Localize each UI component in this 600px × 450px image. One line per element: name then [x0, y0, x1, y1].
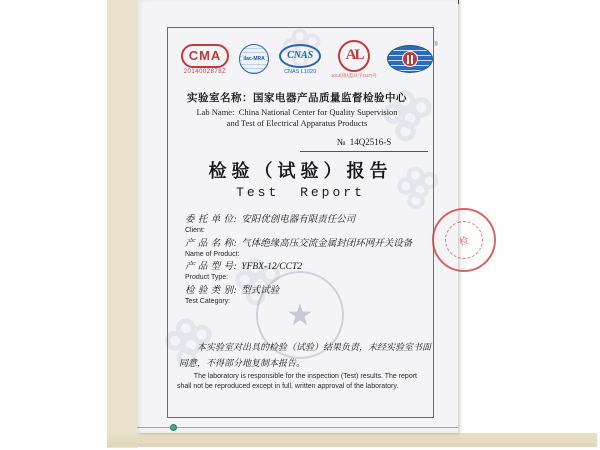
field-value: 气体绝缘高压交流金属封闭环网开关设备 [241, 238, 413, 249]
field-label-zh: 产 品 型 号: [185, 262, 238, 272]
field-label-en: Client: [185, 227, 205, 234]
red-stamp-icon [432, 208, 496, 272]
ilac-mra-mark [239, 44, 269, 74]
report-page [137, 0, 471, 433]
lab-name-english: Lab Name: China National Center for Quality Supervision and Test of Electrical Apparatus Products [196, 107, 398, 128]
page-bottom-edge [137, 427, 458, 428]
report-title-english: Test Report [236, 185, 365, 200]
cal-mark [331, 40, 377, 79]
field-label-en: Product Type: [185, 274, 229, 281]
seal-star-icon: ★ [286, 298, 314, 332]
cqc-mark [387, 42, 438, 73]
cqc-emblem-icon [402, 51, 418, 67]
registered-trademark-symbol: ® [433, 42, 438, 48]
cma-mark [181, 44, 229, 75]
field-value: YFBX-12/CCT2 [241, 262, 302, 272]
cma-mark-icon: CMA [181, 44, 229, 68]
red-stamp-text: 检 [440, 216, 488, 264]
lab-name-block [177, 90, 417, 129]
field-client [185, 214, 421, 235]
cal-mark-icon: AL [338, 40, 370, 72]
disclaimer-english: The laboratory is responsible for the inspection (Test) results. The report shall not be reproduced except in full, written approval of the laboratory. [177, 373, 417, 390]
cqc-globe-icon [387, 45, 433, 73]
numero-sign: № [336, 137, 346, 147]
cma-registration-number: 2014002878Z [183, 68, 227, 75]
cnas-mark-icon: CNAS [279, 44, 321, 68]
report-number-value: 14Q2516-S [349, 137, 392, 147]
field-label-zh: 委 托 单 位: [185, 215, 238, 225]
field-value: 型式试验 [241, 285, 280, 296]
ilac-mra-label: ilac-MRA [243, 56, 265, 62]
field-label-zh: 检 验 类 别: [185, 285, 238, 296]
field-label-zh: 产 品 名 称: [185, 238, 238, 249]
field-value: 安阳优创电器有限责任公司 [241, 215, 356, 225]
certification-logos-row [181, 36, 438, 82]
ilac-mra-globe-icon [239, 44, 269, 74]
lab-name-chinese: 实验室名称：国家电器产品质量监督检验中心 [187, 93, 407, 104]
cal-registration-number: 2014国认监认字(347)号 [331, 72, 377, 78]
field-label-en: Test Category: [185, 297, 231, 305]
binder-dot-icon [170, 424, 177, 431]
field-product-name [185, 238, 421, 259]
cnas-registration-number: CNAS L1020 [284, 68, 317, 75]
scan-mat-bottom [107, 433, 597, 447]
cnas-mark [279, 44, 321, 75]
scan-mat-left [107, 0, 137, 448]
disclaimer-chinese: 本实验室对出具的检验（试验）结果负责，未经实验室书面同意，不得部分地复制本报告。 [179, 342, 432, 368]
report-title-chinese: 检验（试验）报告 [208, 161, 393, 182]
report-number [300, 137, 428, 152]
field-label-en: Name of Product: [185, 250, 240, 258]
